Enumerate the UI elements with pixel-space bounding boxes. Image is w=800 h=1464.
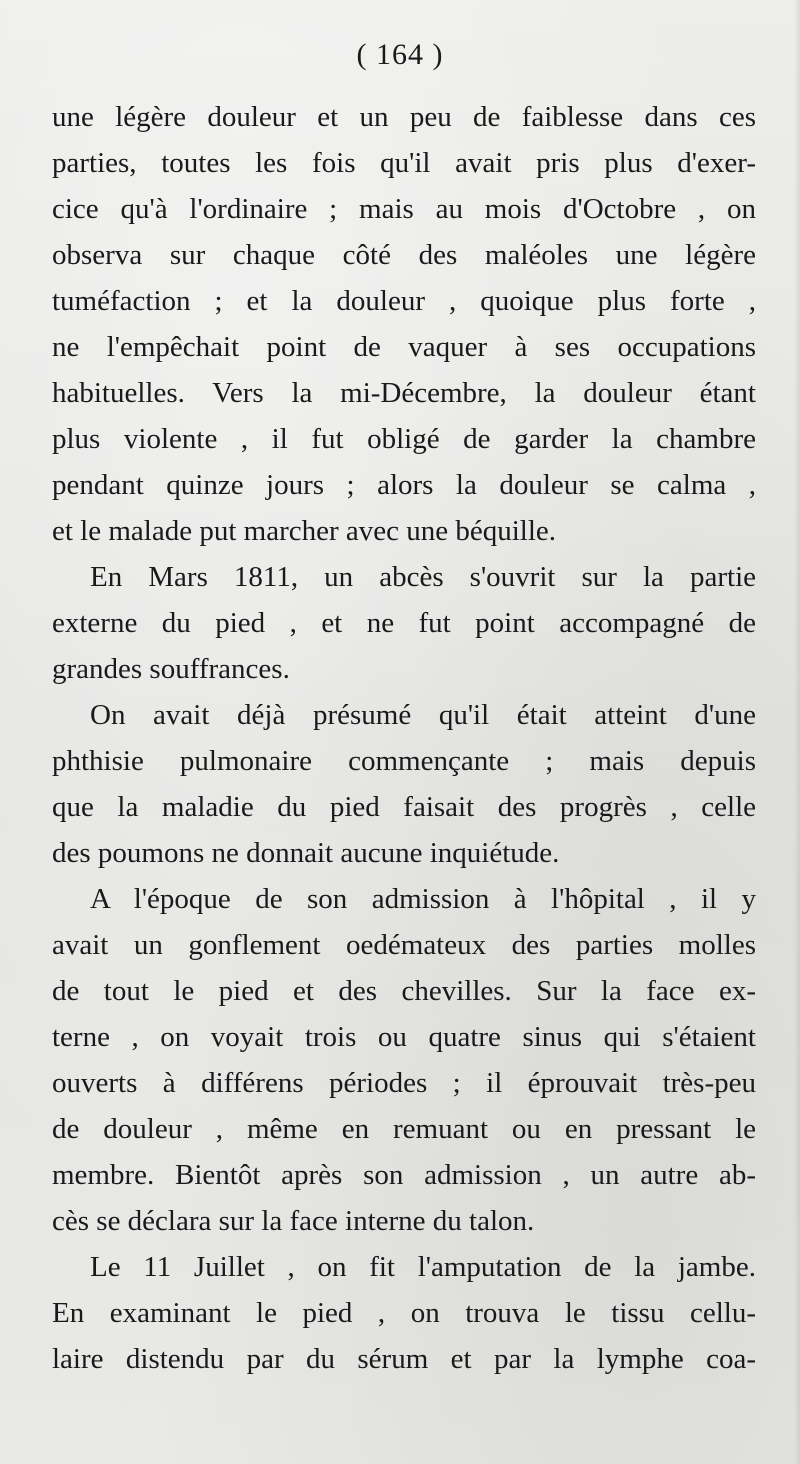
text-line: En examinant le pied , on trouva le tissu cellu-: [52, 1297, 756, 1329]
text-line: habituelles. Vers la mi-Décembre, la douleur étant: [52, 377, 756, 409]
text-line: parties, toutes les fois qu'il avait pris plus d'exer-: [52, 147, 756, 179]
paragraph-start-line: En Mars 1811, un abcès s'ouvrit sur la partie: [90, 561, 756, 593]
text-line: externe du pied , et ne fut point accompagné de: [52, 607, 756, 639]
text-line: cès se déclara sur la face interne du talon.: [52, 1205, 535, 1237]
paragraph-start-line: Le 11 Juillet , on fit l'amputation de la jambe.: [90, 1251, 756, 1283]
body-text: [52, 94, 756, 1382]
text-line: membre. Bientôt après son admission , un autre ab-: [52, 1159, 756, 1191]
text-line: de douleur , même en remuant ou en pressant le: [52, 1113, 756, 1145]
text-line: observa sur chaque côté des maléoles une légère: [52, 239, 756, 271]
page-edge-shadow: [794, 0, 800, 1464]
page-number: ( 164 ): [356, 38, 444, 71]
text-line: laire distendu par du sérum et par la lymphe coa-: [52, 1343, 756, 1375]
text-line: et le malade put marcher avec une béquille.: [52, 515, 557, 547]
text-line: ne l'empêchait point de vaquer à ses occupations: [52, 331, 756, 363]
text-line: tuméfaction ; et la douleur , quoique plus forte ,: [52, 285, 756, 317]
text-line: plus violente , il fut obligé de garder la chambre: [52, 423, 756, 455]
text-line: grandes souffrances.: [52, 653, 290, 685]
text-line: cice qu'à l'ordinaire ; mais au mois d'Octobre , on: [52, 193, 756, 225]
text-line: que la maladie du pied faisait des progrès , celle: [52, 791, 756, 823]
text-line: une légère douleur et un peu de faiblesse dans ces: [52, 101, 756, 133]
paragraph-start-line: A l'époque de son admission à l'hôpital , il y: [90, 883, 756, 915]
text-line: pendant quinze jours ; alors la douleur se calma ,: [52, 469, 756, 501]
text-line: terne , on voyait trois ou quatre sinus qui s'étaient: [52, 1021, 756, 1053]
text-line: de tout le pied et des chevilles. Sur la face ex-: [52, 975, 756, 1007]
paragraph-start-line: On avait déjà présumé qu'il était atteint d'une: [90, 699, 756, 731]
text-line: phthisie pulmonaire commençante ; mais depuis: [52, 745, 756, 777]
text-line: ouverts à différens périodes ; il éprouvait très-peu: [52, 1067, 756, 1099]
text-line: des poumons ne donnait aucune inquiétude.: [52, 837, 560, 869]
text-line: avait un gonflement oedémateux des parties molles: [52, 929, 756, 961]
